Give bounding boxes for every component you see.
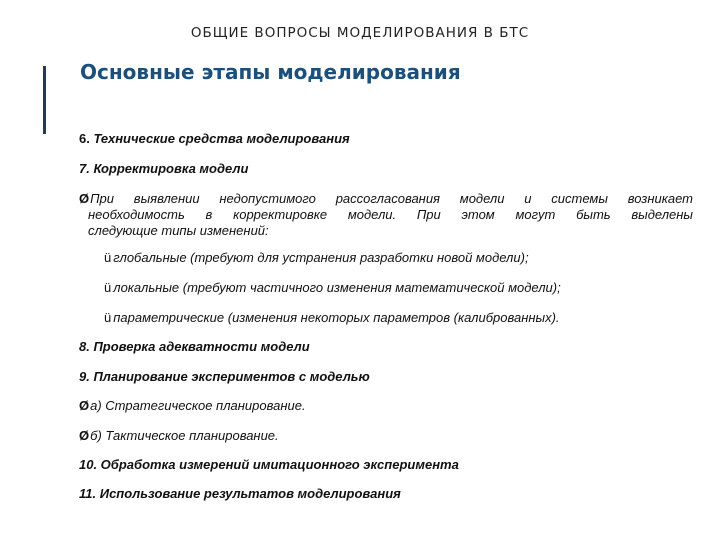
item-9: 9. Планирование экспериментов с моделью <box>79 369 370 384</box>
checkmark-icon: ü <box>104 250 112 265</box>
arrow-bullet-icon: Ø <box>79 191 90 206</box>
arrow-bullet-icon: Ø <box>79 398 90 413</box>
checkmark-icon: ü <box>104 310 112 325</box>
correction-paragraph <box>79 191 693 239</box>
paragraph-line-1 <box>79 191 693 207</box>
checkmark-icon: ü <box>104 280 112 295</box>
item-6-text: Технические средства моделирования <box>89 131 350 146</box>
item-7: 7. Корректировка модели <box>79 161 249 176</box>
arrow-item-strategic <box>79 398 306 414</box>
paragraph-line-1-text: При выявлении недопустимого рассогласования модели и системы возникает <box>90 191 693 206</box>
arrow-bullet-icon: Ø <box>79 428 90 443</box>
arrow-item-tactical-text: б) Тактическое планирование. <box>90 428 279 443</box>
header-title: ОБЩИЕ ВОПРОСЫ МОДЕЛИРОВАНИЯ В БТС <box>190 25 530 41</box>
item-6-number: 6. <box>79 131 90 146</box>
check-item-local <box>104 280 561 296</box>
check-item-parametric <box>104 310 560 326</box>
check-item-global <box>104 250 529 266</box>
accent-bar <box>43 66 46 134</box>
paragraph-line-3: следующие типы изменений: <box>88 223 269 238</box>
arrow-item-strategic-text: а) Стратегическое планирование. <box>90 398 306 413</box>
item-8: 8. Проверка адекватности модели <box>79 339 310 354</box>
item-11: 11. Использование результатов моделирования <box>79 486 401 501</box>
slide-title: Основные этапы моделирования <box>80 60 461 84</box>
check-item-local-text: локальные (требуют частичного изменения математической модели); <box>113 280 561 295</box>
item-6 <box>79 131 350 147</box>
arrow-item-tactical <box>79 428 279 444</box>
check-item-parametric-text: параметрические (изменения некоторых параметров (калиброванных). <box>113 310 560 325</box>
check-item-global-text: глобальные (требуют для устранения разработки новой модели); <box>113 250 529 265</box>
paragraph-line-2: необходимость в корректировке модели. При этом могут быть выделены <box>88 207 693 222</box>
item-10: 10. Обработка измерений имитационного эксперимента <box>79 457 459 472</box>
